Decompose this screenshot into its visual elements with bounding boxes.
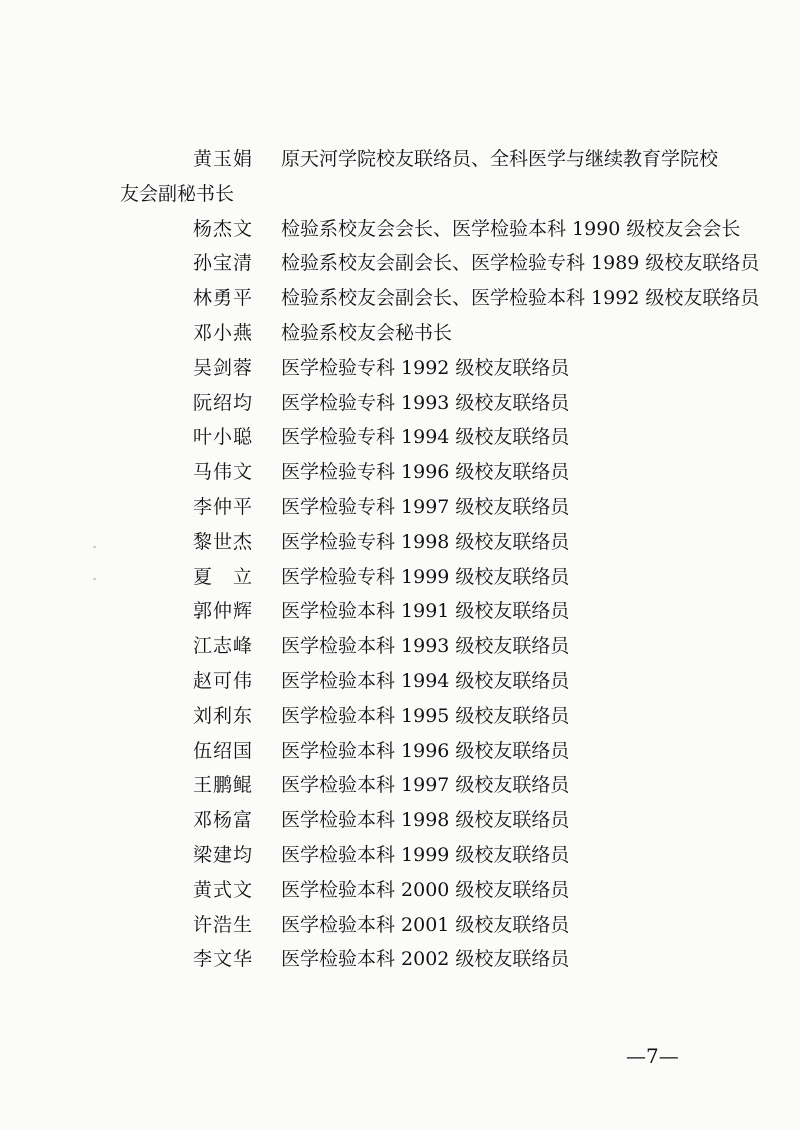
- member-role-line1: 原天河学院校友联络员、全科医学与继续教育学院校: [281, 148, 719, 170]
- member-role-line2: 友会副秘书长: [120, 182, 235, 205]
- member-role: 医学检验本科 1994 级校友联络员: [281, 669, 570, 692]
- member-role: 医学检验本科 2001 级校友联络员: [281, 913, 570, 936]
- member-entry: [0, 908, 800, 943]
- member-entry: [0, 594, 800, 629]
- member-name: 李文华: [193, 948, 254, 971]
- member-name: 黄式文: [193, 878, 254, 901]
- member-entry: [0, 873, 800, 908]
- member-entry: [0, 699, 800, 734]
- member-name: 孙宝清: [193, 252, 254, 275]
- member-role: 医学检验本科 1991 级校友联络员: [281, 600, 570, 623]
- member-name: 林勇平: [193, 287, 254, 310]
- member-name: 黎世杰: [193, 530, 254, 553]
- member-role: 医学检验专科 1997 级校友联络员: [281, 495, 570, 518]
- member-role: 医学检验本科 1999 级校友联络员: [281, 843, 570, 866]
- member-entry: [0, 420, 800, 455]
- page-number: —7—: [626, 1044, 679, 1068]
- member-role: 医学检验专科 1999 级校友联络员: [281, 565, 570, 588]
- member-entry: [0, 560, 800, 595]
- member-role: 医学检验专科 1998 级校友联络员: [281, 530, 570, 553]
- member-name: 许浩生: [193, 913, 254, 936]
- member-name: 伍绍国: [193, 739, 254, 762]
- member-role: 医学检验本科 2002 级校友联络员: [281, 948, 570, 971]
- member-entry: [0, 246, 800, 281]
- member-entry: [0, 664, 800, 699]
- member-role: 医学检验本科 1997 级校友联络员: [281, 774, 570, 797]
- member-role: 医学检验专科 1996 级校友联络员: [281, 461, 570, 484]
- member-name: 王鹏鲲: [193, 774, 254, 797]
- member-role: 检验系校友会副会长、医学检验专科 1989 级校友联络员: [281, 252, 760, 275]
- member-name: 赵可伟: [193, 669, 254, 692]
- member-name: 李仲平: [193, 495, 254, 518]
- member-role: 医学检验专科 1993 级校友联络员: [281, 391, 570, 414]
- member-entry: [0, 629, 800, 664]
- member-name: 吴剑蓉: [193, 356, 254, 379]
- member-role: 医学检验本科 1995 级校友联络员: [281, 704, 570, 727]
- member-entry: [0, 142, 800, 212]
- member-entry: [0, 386, 800, 421]
- member-name: 刘利东: [193, 704, 254, 727]
- member-role: 医学检验本科 1996 级校友联络员: [281, 739, 570, 762]
- member-entry: [0, 838, 800, 873]
- member-entry: [0, 316, 800, 351]
- member-entry: [0, 734, 800, 769]
- member-role: 医学检验本科 2000 级校友联络员: [281, 878, 570, 901]
- member-name: 马伟文: [193, 461, 254, 484]
- member-entry: [0, 490, 800, 525]
- member-role: 医学检验本科 1993 级校友联络员: [281, 635, 570, 658]
- member-name: 郭仲辉: [193, 600, 254, 623]
- member-name: 杨杰文: [193, 217, 254, 240]
- member-name: 黄玉娟: [193, 148, 254, 170]
- member-entry: [0, 212, 800, 247]
- member-role: 医学检验专科 1992 级校友联络员: [281, 356, 570, 379]
- member-name: 阮绍均: [193, 391, 254, 414]
- member-role: 检验系校友会副会长、医学检验本科 1992 级校友联络员: [281, 287, 760, 310]
- member-entry: [0, 281, 800, 316]
- member-list: [0, 142, 800, 977]
- member-role: 检验系校友会会长、医学检验本科 1990 级校友会会长: [281, 217, 741, 240]
- member-entry: [0, 768, 800, 803]
- member-name: 邓小燕: [193, 321, 254, 344]
- scan-speck: [93, 546, 96, 548]
- member-name: 江志峰: [193, 635, 254, 658]
- member-entry: [0, 455, 800, 490]
- member-name: 叶小聪: [193, 426, 254, 449]
- member-name: 夏 立: [193, 565, 254, 588]
- member-name: 邓杨富: [193, 809, 254, 832]
- member-entry: [0, 942, 800, 977]
- member-role: 医学检验本科 1998 级校友联络员: [281, 809, 570, 832]
- member-role: 医学检验专科 1994 级校友联络员: [281, 426, 570, 449]
- member-entry: [0, 525, 800, 560]
- member-entry: [0, 351, 800, 386]
- member-entry: [0, 803, 800, 838]
- member-role: 检验系校友会秘书长: [281, 321, 453, 344]
- scan-speck: [93, 578, 96, 580]
- member-name: 梁建均: [193, 843, 254, 866]
